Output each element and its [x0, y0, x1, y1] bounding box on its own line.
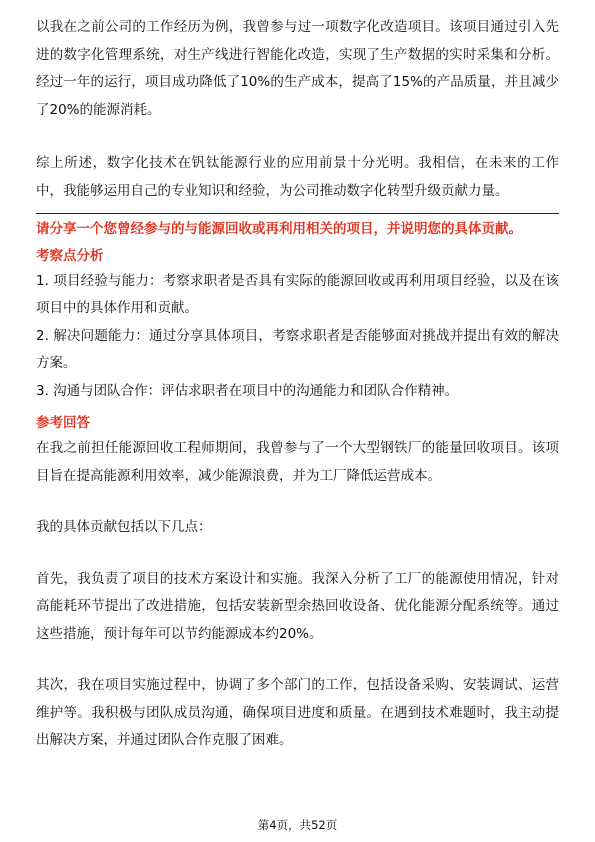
- paragraph-gap: [36, 542, 559, 566]
- intro-paragraph: 综上所述，数字化技术在钒钛能源行业的应用前景十分光明。我相信，在未来的工作中，我能够运用自己的专业知识和经验，为公司推动数字化转型升级贡献力量。: [36, 155, 559, 199]
- document-page: [36, 14, 559, 755]
- answer-paragraph: 在我之前担任能源回收工程师期间，我曾参与了一个大型钢铁厂的能量回收项目。该项目旨在提高能源利用效率，减少能源浪费，并为工厂降低运营成本。: [36, 440, 559, 484]
- interview-question: 请分享一个您曾经参与的与能源回收或再利用相关的项目，并说明您的具体贡献。: [36, 221, 522, 237]
- answer-paragraph: 我的具体贡献包括以下几点：: [36, 519, 212, 535]
- intro-paragraph: 以我在之前公司的工作经历为例，我曾参与过一项数字化改造项目。该项目通过引入先进的数字化管理系统，对生产线进行智能化改造，实现了生产数据的实时采集和分析。经过一年的运行，项目成功降低了10%的生产成本，提高了15%的产品质量，并且减少了20%的能源消耗。: [36, 19, 559, 118]
- analysis-point: 3. 沟通与团队合作：评估求职者在项目中的沟通能力和团队合作精神。: [36, 382, 459, 399]
- analysis-point: 2. 解决问题能力：通过分享具体项目，考察求职者是否能够面对挑战并提出有效的解决方案。: [36, 327, 559, 371]
- paragraph-gap: [36, 124, 559, 150]
- section-divider: [36, 213, 559, 214]
- page-number-footer: 第4页，共52页: [257, 818, 338, 832]
- analysis-heading: 考察点分析: [36, 247, 104, 264]
- answer-paragraph: 其次，我在项目实施过程中，协调了多个部门的工作，包括设备采购、安装调试、运营维护等。我积极与团队成员沟通，确保项目进度和质量。在遇到技术难题时，我主动提出解决方案，并通过团队合作克服了困难。: [36, 677, 559, 748]
- analysis-point: 1. 项目经验与能力：考察求职者是否具有实际的能源回收或再利用项目经验，以及在该项目中的具体作用和贡献。: [36, 272, 559, 316]
- paragraph-gap: [36, 648, 559, 672]
- answer-heading: 参考回答: [36, 415, 90, 431]
- answer-paragraph: 首先，我负责了项目的技术方案设计和实施。我深入分析了工厂的能源使用情况，针对高能耗环节提出了改进措施，包括安装新型余热回收设备、优化能源分配系统等。通过这些措施，预计每年可以节约能源成本约20%。: [36, 570, 559, 642]
- paragraph-gap: [36, 490, 559, 514]
